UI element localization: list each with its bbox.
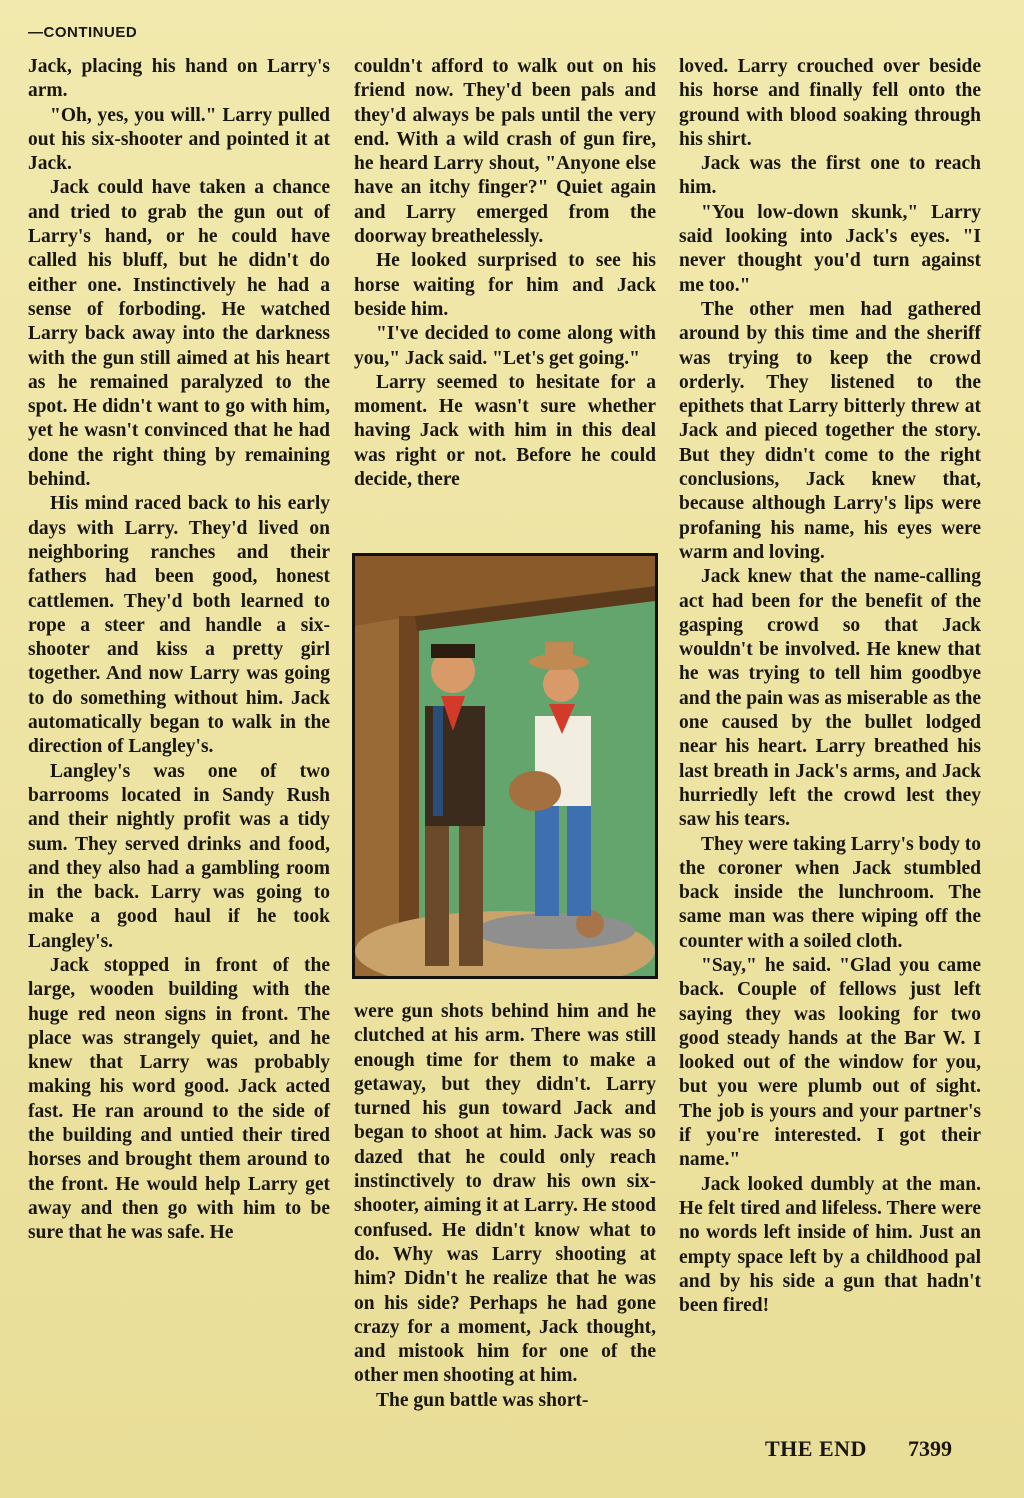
paragraph: "Oh, yes, you will." Larry pulled out his six-shooter and pointed it at Jack.	[28, 104, 330, 175]
paragraph: His mind raced back to his early days with Larry. They'd lived on neighboring ranches and their fathers had been good, honest cattlemen. They'd both learned to rope a steer and handle a six-shooter and kiss a pretty girl together. And now Larry was going to do something without him. Jack automatically began to walk in the direction of Langley's.	[28, 493, 330, 758]
comic-illustration-panel	[352, 553, 658, 979]
paragraph: "I've decided to come along with you," Jack said. "Let's get going."	[354, 323, 656, 369]
page-code: 7399	[908, 1436, 952, 1461]
western-scene-illustration	[355, 556, 655, 976]
paragraph: Jack knew that the name-calling act had been for the benefit of the gasping crowd so that Jack wouldn't be involved. He knew that he was trying to tell him goodbye and the pain was as miserable as the one caused by the bullet lodged near his heart. Larry breathed his last breath in Jack's arms, and Jack hurriedly left the crowd lest they saw his tears.	[679, 566, 981, 831]
column-3	[679, 55, 981, 1318]
paragraph: loved. Larry crouched over beside his horse and finally fell onto the ground with blood soaking through his shirt.	[679, 56, 981, 150]
paragraph: Jack, placing his hand on Larry's arm.	[28, 56, 330, 102]
column-2-top	[354, 55, 656, 492]
paragraph: Jack looked dumbly at the man. He felt tired and lifeless. There were no words left inside of him. Just an empty space left by a childhood pal and by his side a gun that hadn't been fired!	[679, 1173, 981, 1317]
paragraph: Langley's was one of two barrooms located in Sandy Rush and their nightly profit was a tidy sum. They served drinks and food, and they also had a gambling room in the back. Larry was going to make a good haul if he took Langley's.	[28, 760, 330, 952]
column-2-bottom	[354, 1000, 656, 1413]
paragraph: "Say," he said. "Glad you came back. Couple of fellows just left saying they was looking for two good steady hands at the Bar W. I looked out of the window for you, but you were plumb out of sight. The job is yours and your partner's if you're interested. I got their name."	[679, 954, 981, 1171]
paragraph: Larry seemed to hesitate for a moment. He wasn't sure whether having Jack with him in this deal was right or not. Before he could decide, there	[354, 371, 656, 491]
paragraph: Jack was the first one to reach him.	[679, 153, 981, 199]
the-end-label: THE END	[765, 1436, 867, 1461]
paragraph: The gun battle was short-	[376, 1389, 589, 1411]
paragraph: were gun shots behind him and he clutched at his arm. There was still enough time for them to make a getaway, but they didn't. Larry turned his gun toward Jack and began to shoot at him. Jack was so dazed that he could only reach instinctively to draw his own six-shooter, aiming it at Larry. He stood confused. He didn't know what to do. Why was Larry shooting at him? Didn't he realize that he was on his side? Perhaps he had gone crazy for a moment, Jack thought, and mistook him for one of the other men shooting at him.	[354, 1001, 656, 1387]
paragraph: Jack could have taken a chance and tried to grab the gun out of Larry's hand, or he could have called his bluff, but he didn't do either one. Instinctively he had a sense of forboding. He watched Larry back away into the darkness with the gun still aimed at his heart as he remained paralyzed to the spot. He didn't want to go with him, yet he wasn't convinced that he had done the right thing by remaining behind.	[28, 177, 330, 491]
paragraph: The other men had gathered around by this time and the sheriff was trying to keep the crowd orderly. They listened to the epithets that Larry bitterly threw at Jack and pieced together the story. But they didn't come to the right conclusions, Jack knew that, because although Larry's lips were profaning his name, his eyes were warm and loving.	[679, 298, 981, 563]
column-1	[28, 55, 330, 1246]
paragraph: "You low-down skunk," Larry said looking into Jack's eyes. "I never thought you'd turn against me too."	[679, 201, 981, 296]
paragraph: They were taking Larry's body to the coroner when Jack stumbled back inside the lunchroom. The same man was there wiping off the counter with a soiled cloth.	[679, 833, 981, 952]
continued-label: —CONTINUED	[28, 24, 138, 41]
paragraph: Jack stopped in front of the large, wooden building with the huge red neon signs in front. The place was strangely quiet, and he knew that Larry was probably making his word good. Jack acted fast. He ran around to the side of the building and untied their tired horses and brought them around to the front. He would help Larry get away and then go with him to be sure that he was safe. He	[28, 954, 330, 1244]
paragraph: He looked surprised to see his horse waiting for him and Jack beside him.	[354, 250, 656, 320]
paragraph: couldn't afford to walk out on his friend now. They'd been pals and they'd always be pals until the very end. With a wild crash of gun fire, he heard Larry shout, "Anyone else have an itchy finger?" Quiet again and Larry emerged from the doorway breathelessly.	[354, 56, 656, 248]
